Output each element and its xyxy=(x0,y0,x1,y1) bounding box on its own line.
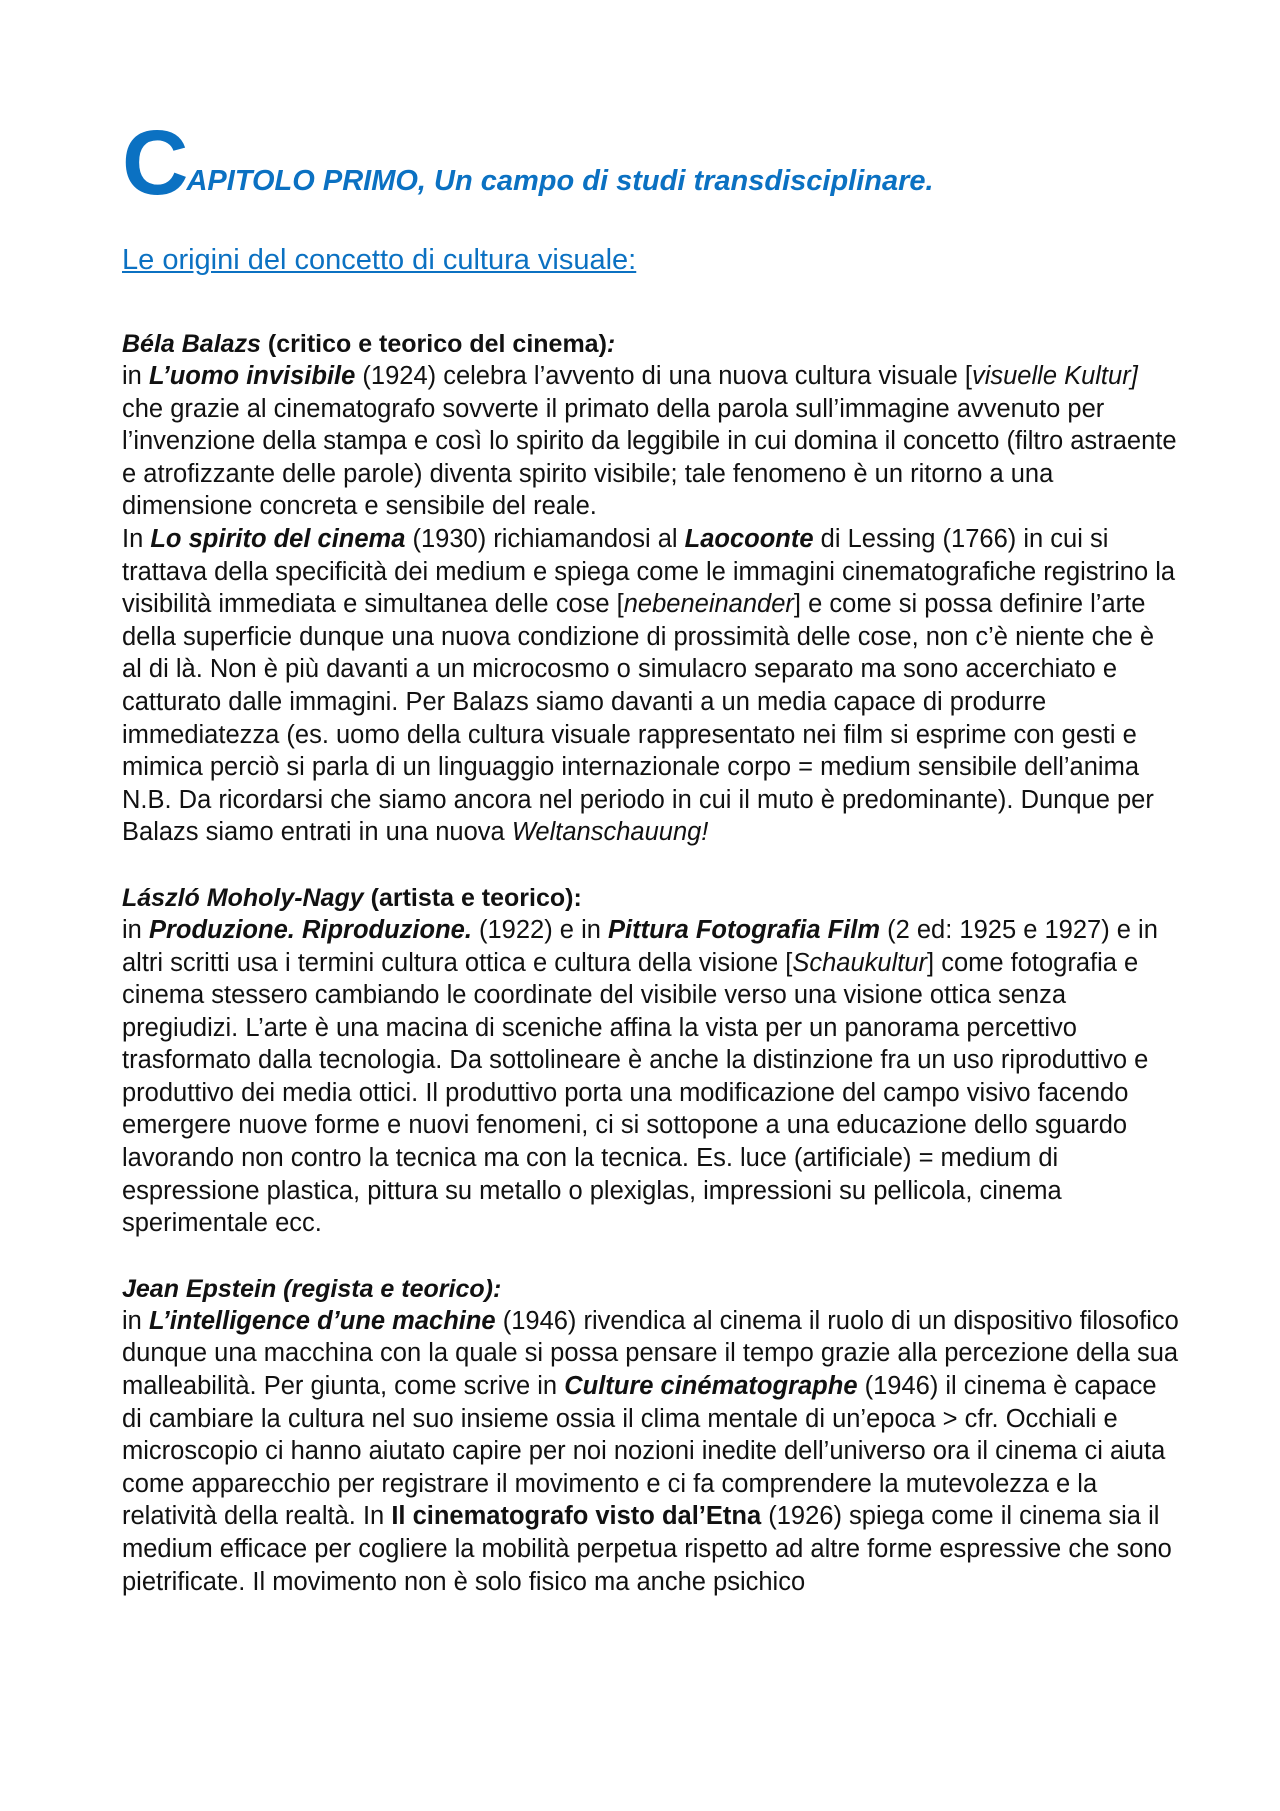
italic-term: Weltanschauung! xyxy=(511,818,709,847)
paragraph-epstein xyxy=(122,1305,1180,1598)
book-title: L’intelligence d’une machine xyxy=(148,1306,496,1335)
chapter-heading xyxy=(122,112,1180,214)
book-title: Laocoonte xyxy=(684,524,814,553)
section-heading-epstein xyxy=(122,1273,1180,1305)
text-run: (1930) richiamandosi al xyxy=(405,524,685,553)
text-run: (1926) spiega come il cinema sia il medium efficace per cogliere la mobilità perpetua rispetto ad altre forme espressive che sono pietrificate. Il movimento non è solo fisico ma anche psichico xyxy=(122,1502,1172,1596)
text-run: in xyxy=(122,362,149,390)
text-run: (1924) celebra l’avvento di una nuova cultura visuale [ xyxy=(355,362,972,390)
text-run: in xyxy=(122,1306,149,1335)
text-run: (2 ed: 1925 e 1927) e in altri scritti usa i termini cultura ottica e cultura della visione [ xyxy=(122,915,1158,977)
heading-text: Jean Epstein (regista e teorico): xyxy=(122,1274,502,1303)
paragraph-moholy-nagy xyxy=(122,914,1180,1240)
text-run: (1946) rivendica al cinema il ruolo di un dispositivo filosofico dunque una macchina con la quale si possa pensare il tempo grazie alla percezione della sua malleabilità. Per giunta, come scrive in xyxy=(122,1306,1179,1401)
text-run: ] e come si possa definire l’arte della superficie dunque una nuova condizione di prossimità delle cose, non c’è niente che è al di là. Non è più davanti a un microcosmo o simulacro separato ma sono accerchiato e catturato dalle immagini. Per Balazs siamo davanti a un media capace di produrre immediatezza (es. uomo della cultura visuale rappresentato nei film si esprime con gesti e mimica perciò si parla di un linguaggio internazionale corpo = medium sensibile dell’anima N.B. Da ricordarsi che siamo ancora nel periodo in cui il muto è predominante). Dunque per Balazs siamo entrati in una nuova xyxy=(122,590,1155,847)
section-balazs xyxy=(122,328,1180,849)
book-title: L’uomo invisibile xyxy=(148,362,356,390)
author-role: (artista e teorico): xyxy=(363,883,582,912)
author-role: (critico e teorico del cinema) xyxy=(260,330,607,358)
text-run: che grazie al cinematografo sovverte il primato della parola sull’immagine avvenuto per l’invenzione della stampa e così lo spirito da leggibile in cui domina il concetto (filtro astraente e atrofizzante delle parole) diventa spirito visibile; tale fenomeno è un ritorno a una dimensione concreta e sensibile del reale. xyxy=(122,394,1177,521)
author-name: László Moholy-Nagy xyxy=(122,883,364,912)
text-run: ] come fotografia e cinema stessero cambiando le coordinate del visibile verso una visione ottica senza pregiudizi. L’arte è una macina di sceniche affina la vista per un panorama percettivo trasformato dalla tecnologia. Da sottolineare è anche la distinzione fra un uso riproduttivo e produttivo dei media ottici. Il produttivo porta una modificazione del campo visivo facendo emergere nuove forme e nuovi fenomeni, ci si sottopone a una educazione dello sguardo lavorando non contro la tecnica ma con la tecnica. Es. luce (artificiale) = medium di espressione plastica, pittura su metallo o plexiglas, impressioni su pellicola, cinema sperimentale ecc. xyxy=(122,948,1149,1238)
italic-term: Schaukultur xyxy=(792,948,928,977)
paragraph-balazs xyxy=(122,360,1180,849)
book-title: Produzione. Riproduzione. xyxy=(148,915,472,944)
book-title: Il cinematografo visto dal’Etna xyxy=(391,1502,762,1531)
book-title: Lo spirito del cinema xyxy=(150,524,406,553)
text-run: (1946) il cinema è capace di cambiare la cultura nel suo insieme ossia il clima mentale di un’epoca > cfr. Occhiali e microscopio ci hanno aiutato capire per noi nozioni inedite dell’universo ora il cinema ci aiuta come apparecchio per registrare il movimento e ci fa comprendere la mutevolezza e la relatività della realtà. In xyxy=(122,1372,1166,1531)
italic-term: visuelle Kultur] xyxy=(971,362,1138,390)
document-page xyxy=(122,112,1180,1598)
italic-term: nebeneinander xyxy=(623,590,794,619)
section-heading-balazs xyxy=(122,328,1180,360)
text-run: di Lessing (1766) in cui si trattava della specificità dei medium e spiega come le immagini cinematografiche registrino la visibilità immediata e simultanea delle cose [ xyxy=(122,524,1176,619)
book-title: Culture cinématographe xyxy=(564,1372,858,1401)
heading-colon: : xyxy=(606,330,616,358)
text-run: In xyxy=(122,524,151,553)
chapter-drop-letter: C xyxy=(122,112,187,214)
section-subtitle: Le origini del concetto di cultura visuale: xyxy=(122,244,637,276)
section-heading-moholy-nagy xyxy=(122,882,1180,914)
text-run: in xyxy=(122,915,149,944)
text-run: (1922) e in xyxy=(471,915,609,944)
book-title: Pittura Fotografia Film xyxy=(608,915,881,944)
chapter-title: APITOLO PRIMO, Un campo di studi transdisciplinare. xyxy=(186,165,934,197)
section-moholy-nagy xyxy=(122,882,1180,1240)
section-epstein xyxy=(122,1273,1180,1598)
author-name: Béla Balazs xyxy=(122,330,261,358)
